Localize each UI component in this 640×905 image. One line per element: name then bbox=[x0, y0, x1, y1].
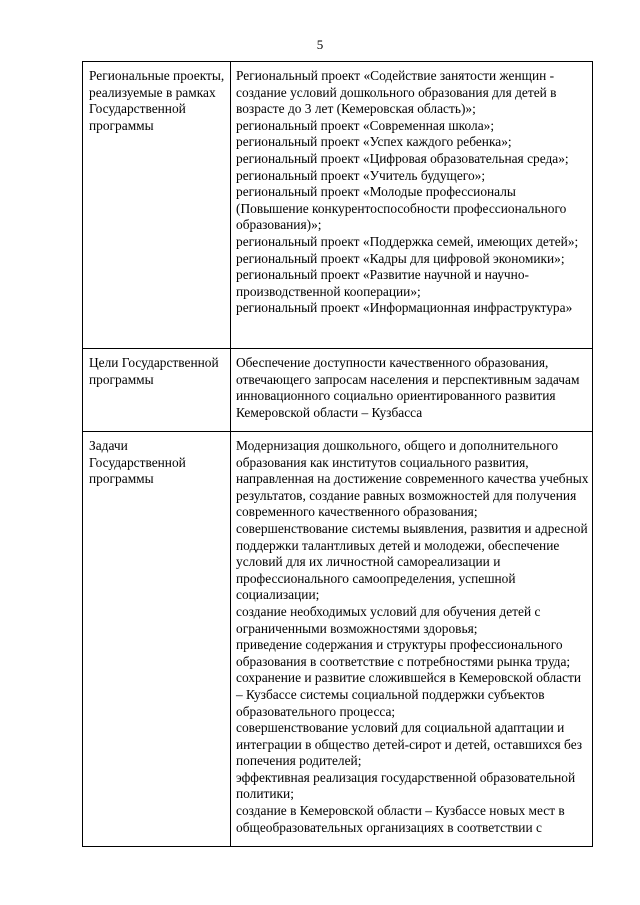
project-line: региональный проект «Информационная инфраструктура» bbox=[236, 300, 573, 316]
project-line: региональный проект «Цифровая образовательная среда»; bbox=[236, 150, 569, 166]
row-content-regional-projects bbox=[231, 62, 593, 349]
project-line: региональный проект «Учитель будущего»; bbox=[236, 167, 486, 183]
task-line: совершенствование условий для социальной адаптации и интеграции в общество детей-сирот и детей, оставшихся без попечения родителей; bbox=[236, 720, 583, 769]
row-label-tasks: Задачи Государственной программы bbox=[83, 432, 231, 847]
row-label-goals: Цели Государственной программы bbox=[83, 349, 231, 432]
table-row-regional-projects bbox=[83, 62, 593, 349]
project-line: региональный проект «Современная школа»; bbox=[236, 117, 495, 133]
task-line: создание в Кемеровской области – Кузбассе новых мест в общеобразовательных организациях в соответствии с bbox=[236, 803, 565, 835]
project-line: региональный проект «Успех каждого ребенка»; bbox=[236, 134, 512, 150]
task-line: создание необходимых условий для обучения детей с ограниченными возможностями здоровья; bbox=[236, 603, 541, 636]
task-line: Модернизация дошкольного, общего и дополнительного образования как институтов социального развития, направленная на достижение современного качества учебных результатов, создание равных возможностей для получения современного качественного образования; bbox=[236, 438, 589, 520]
program-passport-table bbox=[82, 61, 593, 847]
task-line: сохранение и развитие сложившейся в Кемеровской области – Кузбассе системы социальной поддержки субъектов образовательного процесса; bbox=[236, 670, 582, 719]
project-line: региональный проект «Кадры для цифровой экономики»; bbox=[236, 250, 565, 266]
row-content-tasks bbox=[231, 432, 593, 847]
task-line: эффективная реализация государственной образовательной политики; bbox=[236, 769, 576, 802]
table-row-goals bbox=[83, 349, 593, 432]
project-line: региональный проект «Развитие научной и научно-производственной кооперации»; bbox=[236, 267, 529, 299]
project-line: региональный проект «Молодые профессионалы (Повышение конкурентоспособности профессионального образования)»; bbox=[236, 184, 567, 233]
task-line: приведение содержания и структуры профессионального образования в соответствие с потребностями рынка труда; bbox=[236, 637, 571, 669]
table-row-tasks bbox=[83, 432, 593, 847]
row-content-goals bbox=[231, 349, 593, 432]
page-number: 5 bbox=[316, 37, 324, 52]
row-label-regional-projects: Региональные проекты, реализуемые в рамках Государственной программы bbox=[83, 62, 231, 349]
goal-line: Обеспечение доступности качественного образования, отвечающего запросам населения и перспективным задачам инновационного социально ориентированного развития Кемеровской области – Кузбасса bbox=[236, 355, 580, 420]
task-line: совершенствование системы выявления, развития и адресной поддержки талантливых детей и молодежи, обеспечение условий для их личностной самореализации и профессионального самоопределения, успешной социализации; bbox=[236, 520, 588, 603]
project-line: Региональный проект «Содействие занятости женщин - создание условий дошкольного образования для детей в возрасте до 3 лет (Кемеровская область)»; bbox=[236, 68, 557, 117]
project-line: региональный проект «Поддержка семей, имеющих детей»; bbox=[236, 233, 579, 249]
